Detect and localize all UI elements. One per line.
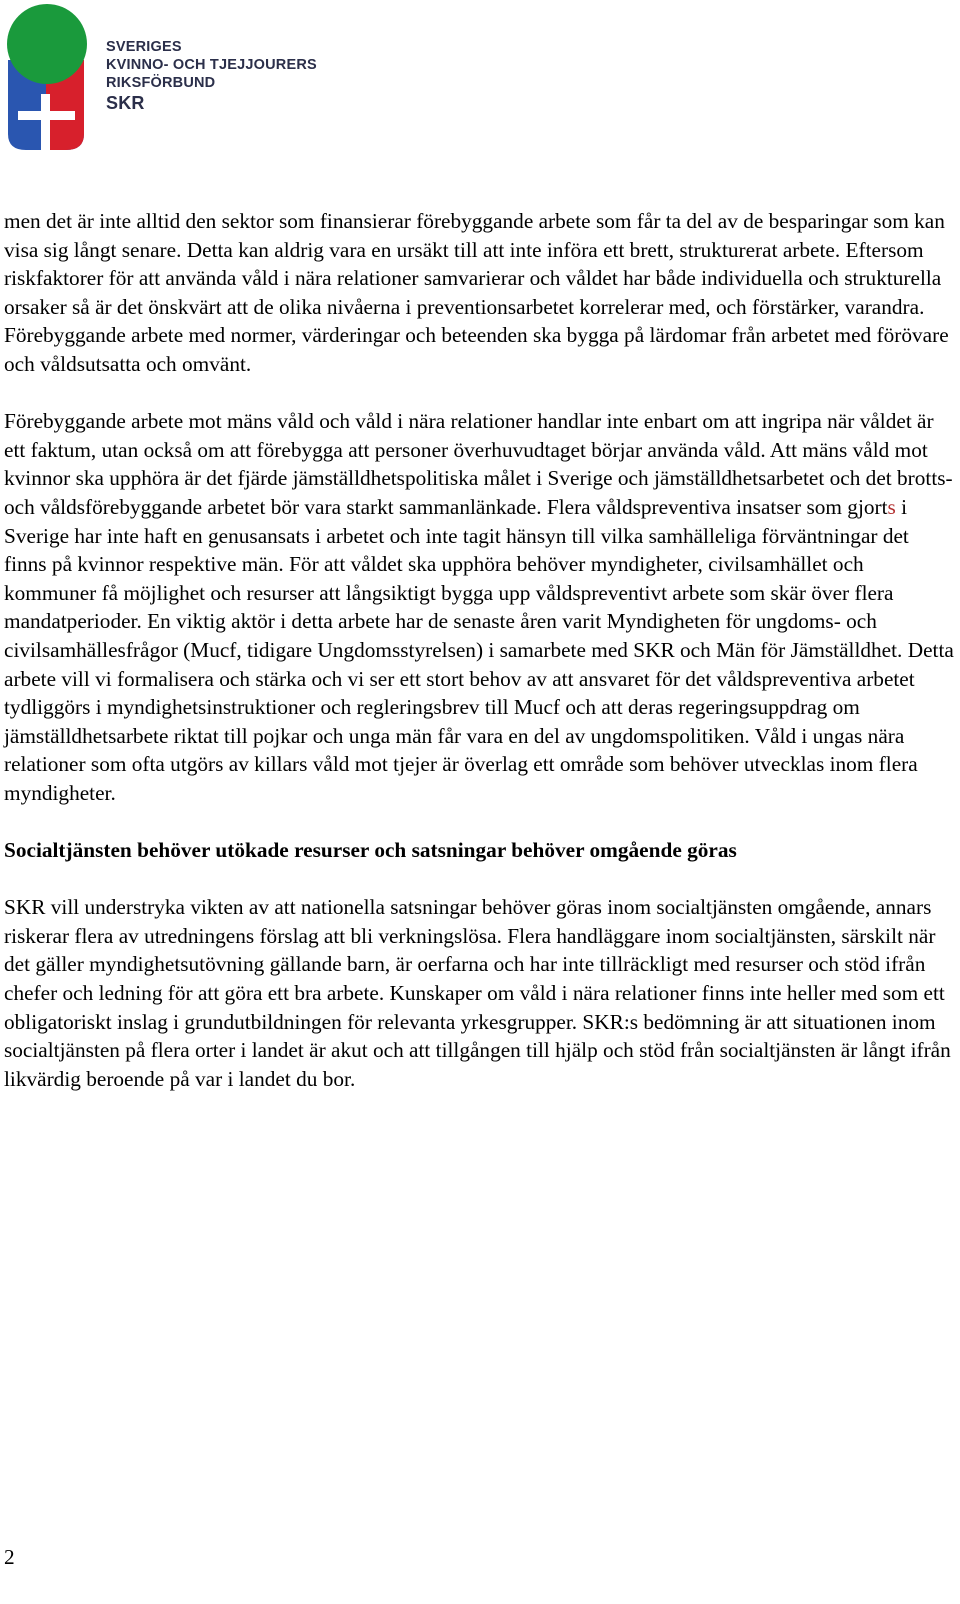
org-name-line-1: SVERIGES bbox=[106, 39, 182, 55]
paragraph-social-services bbox=[4, 893, 954, 1093]
org-name-line-2: KVINNO- OCH TJEJJOURERS bbox=[106, 57, 317, 73]
paragraph-text: i Sverige har inte haft en genusansats i arbetet och inte tagit hänsyn till vilka samhälleliga förväntningar det finns på kvinnor respektive män. För att våldet ska upphöra behöver myndigheter, civilsamhället och kommuner få möjlighet och resurser att långsiktigt bygga upp våldspreventivt arbete som skär över flera mandatperioder. En viktig aktör i detta arbete har de senaste åren varit Myndigheten för ungdoms- och civilsamhällesfrågor (Mucf, tidigare Ungdomsstyrelsen) i samarbete med SKR och Män för Jämställdhet. Detta arbete vill vi formalisera och stärka och vi ser ett stort behov av att ansvaret för det våldspreventiva arbetet tydliggörs i myndighetsinstruktioner och regleringsbrev till Mucf och att deras regeringsuppdrag om jämställdhetsarbete riktat till pojkar och unga män får vara en del av ungdomspolitiken. Våld i ungas nära relationer som ofta utgörs av killars våld mot tjejer är överlag ett område som behöver utvecklas inom flera myndigheter. bbox=[4, 494, 954, 805]
paragraph-preventive-work bbox=[4, 407, 954, 807]
page-header bbox=[0, 0, 960, 160]
organization-name bbox=[106, 38, 317, 114]
paragraph-text: Förebyggande arbete mot mäns våld och våld i nära relationer handlar inte enbart om att ingripa när våldet är ett faktum, utan också om att förebygga att personer överhuvudtaget börjar använda våld. Att mäns våld mot kvinnor ska upphöra är det fjärde jämställdhetspolitiska målet i Sverige och jämställdhetsarbetet och det brotts- och våldsförebyggande arbetet bör vara starkt sammanlänkade. Flera våldspreventiva insatser som gjort bbox=[4, 409, 953, 519]
organization-logo-icon bbox=[4, 2, 90, 152]
document-body bbox=[4, 207, 954, 1122]
paragraph-text: SKR vill understryka vikten av att nationella satsningar behöver göras inom socialtjänsten omgående, annars riskerar flera av utredningens förslag att bli verkningslösa. Flera handläggare inom socialtjänsten, särskilt när det gäller myndighetsutövning gällande barn, är oerfarna och har inte tillräckligt med resurser och stöd ifrån chefer och ledning för att göra ett bra arbete. Kunskaper om våld i nära relationer finns inte heller med som ett obligatoriskt inslag i grundutbildningen för relevanta yrkesgrupper. SKR:s bedömning är att situationen inom socialtjänsten på flera orter i landet är akut och att tillgången till hjälp och stöd från socialtjänsten är långt ifrån likvärdig beroende på var i landet du bor. bbox=[4, 895, 951, 1091]
page-number: 2 bbox=[4, 1545, 15, 1569]
paragraph-prevention-levels bbox=[4, 207, 954, 379]
org-name-line-3: RIKSFÖRBUND bbox=[106, 75, 216, 91]
highlighted-letter: s bbox=[887, 494, 896, 519]
section-heading: Socialtjänsten behöver utökade resurser och satsningar behöver omgående göras bbox=[4, 838, 737, 863]
org-abbreviation: SKR bbox=[106, 93, 145, 113]
paragraph-text: men det är inte alltid den sektor som finansierar förebyggande arbete som får ta del av de besparingar som kan visa sig långt senare. Detta kan aldrig vara en ursäkt till att inte införa ett brett, strukturerat arbete. Eftersom riskfaktorer för att använda våld i nära relationer samvarierar och våldet har både individuella och strukturella orsaker så är det önskvärt att de olika nivåerna i preventionsarbetet korrelerar med, och förstärker, varandra. Förebyggande arbete med normer, värderingar och beteenden ska bygga på lärdomar från arbetet med förövare och våldsutsatta och omvänt. bbox=[4, 209, 949, 376]
